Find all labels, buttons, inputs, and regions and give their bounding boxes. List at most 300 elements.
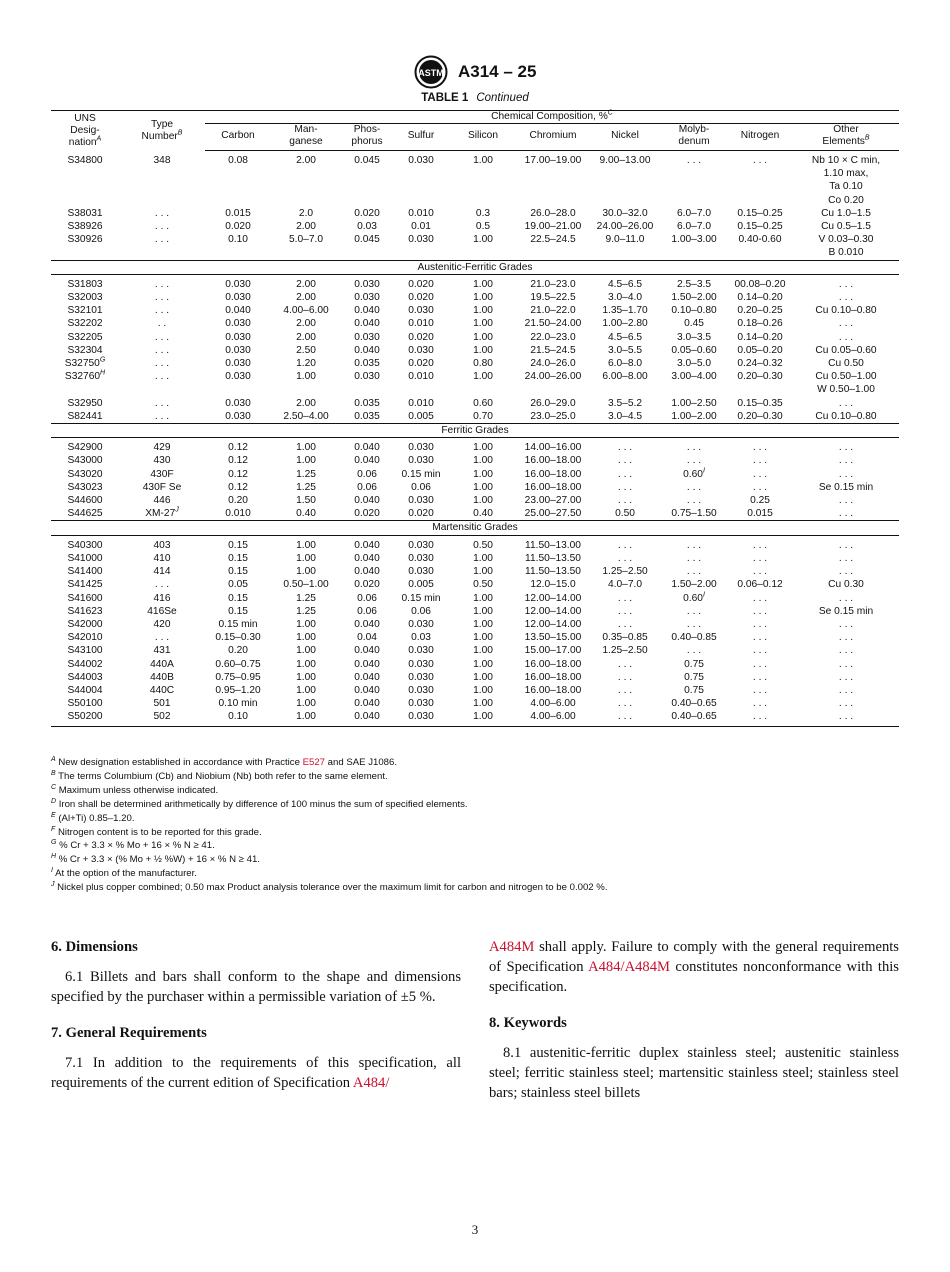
col-chemical-composition: Chemical Composition, %$^C$ <box>205 111 899 124</box>
cell-molybdenum: . . . <box>686 455 702 467</box>
cell-sulfur: 0.010 <box>408 397 434 409</box>
cell-other-elements: . . . <box>838 442 854 454</box>
cell-manganese: 0.50–1.00 <box>283 579 329 591</box>
cell-other-elements: . . . <box>838 397 854 409</box>
cell-nitrogen: 0.15–0.35 <box>737 397 783 409</box>
cell-type-number: . . . <box>154 292 170 304</box>
footnote: $^D$ Iron shall be determined arithmetically by difference of 100 minus the sum of specified elements. <box>51 797 468 810</box>
cell-manganese: 1.00 <box>296 632 316 644</box>
cell-nitrogen: 0.14–0.20 <box>737 331 783 343</box>
cell-other-elements: . . . <box>838 566 854 578</box>
cell-nitrogen: 0.20–0.25 <box>737 305 783 317</box>
table-row <box>51 410 899 424</box>
cell-type-number: . . . <box>154 278 170 290</box>
table-row <box>51 507 899 521</box>
cell-uns: S32101 <box>67 305 103 317</box>
cell-nitrogen: . . . <box>752 468 768 480</box>
cell-phosphorus: 0.040 <box>341 710 393 726</box>
table-row <box>51 357 899 370</box>
cell-sulfur: 0.005 <box>408 579 434 591</box>
cell-nickel: . . . <box>617 442 633 454</box>
cell-carbon: 0.15 min <box>218 618 258 630</box>
footnote: $^H$ % Cr + 3.3 × (% Mo + ½ %W) + 16 × % N ≥ 41. <box>51 853 260 866</box>
cell-molybdenum: . . . <box>686 442 702 454</box>
cell-phosphorus: 0.040 <box>354 539 380 551</box>
cell-other-elements: Se 0.15 min <box>818 605 874 617</box>
footnote: $^J$ Nickel plus copper combined; 0.50 max Product analysis tolerance over the maximum limit for carbon and nitrogen to be 0.002 %. <box>51 880 608 894</box>
table-row <box>51 697 899 710</box>
cell-type-number: 416Se <box>147 605 177 617</box>
cell-silicon: 1.00 <box>449 710 517 726</box>
page-number: 3 <box>471 1222 479 1237</box>
cell-sulfur: 0.030 <box>408 698 434 710</box>
cell-manganese: 1.25 <box>296 481 316 493</box>
cell-type-number: 403 <box>153 539 171 551</box>
cell-nickel: 9.00–13.00 <box>599 155 651 166</box>
cell-manganese: 2.50 <box>296 344 316 356</box>
cell-other-elements: . . . <box>838 632 854 644</box>
cell-molybdenum: . . . <box>686 155 702 166</box>
table-row <box>51 304 899 317</box>
cell-carbon: 0.20 <box>228 495 248 507</box>
cell-nitrogen: . . . <box>752 658 768 670</box>
footnote: $^F$ Nitrogen content is to be reported for this grade. <box>51 825 262 838</box>
table-row <box>51 291 899 304</box>
cell-uns: S50200 <box>51 710 119 726</box>
table-row <box>51 331 899 344</box>
cell-manganese: 2.00 <box>296 278 316 290</box>
cell-uns: S42010 <box>67 632 103 644</box>
cell-sulfur: 0.030 <box>408 442 434 454</box>
cell-phosphorus: 0.040 <box>354 344 380 356</box>
table-row <box>51 631 899 644</box>
cell-type-number: 440C <box>149 684 175 696</box>
cell-uns: S41000 <box>67 552 103 564</box>
cell-silicon: 1.00 <box>473 552 493 564</box>
cell-sulfur: 0.030 <box>408 344 434 356</box>
cell-nickel: 1.25–2.50 <box>602 566 648 578</box>
cell-chromium: 23.00–27.00 <box>524 495 582 507</box>
cell-phosphorus: 0.06 <box>357 592 377 604</box>
cell-carbon: 0.12 <box>228 442 248 454</box>
cell-uns: S32950 <box>67 397 103 409</box>
cell-carbon: 0.030 <box>225 292 251 304</box>
cell-chromium: 22.0–23.0 <box>530 331 576 343</box>
table-label: TABLE 1 <box>421 92 469 104</box>
cell-nickel: . . . <box>617 658 633 670</box>
cell-molybdenum: 0.45 <box>684 318 704 330</box>
cell-molybdenum: 0.75 <box>684 684 704 696</box>
col-nitrogen: Nitrogen <box>727 124 793 151</box>
cell-silicon: 0.60 <box>473 397 493 409</box>
cell-nickel: 4.5–6.5 <box>608 278 642 290</box>
cell-sulfur: 0.030 <box>408 671 434 683</box>
cell-chromium: 16.00–18.00 <box>524 658 582 670</box>
col-type: Type Number$^B$ <box>119 111 205 151</box>
cell-nickel: 24.00–26.00 <box>596 221 654 233</box>
cell-carbon: 0.15 <box>228 605 248 617</box>
cell-silicon: 0.3 <box>475 207 491 219</box>
cell-chromium: 21.50–24.00 <box>524 318 582 330</box>
table-row <box>51 592 899 605</box>
cell-nickel: 3.0–4.5 <box>608 410 642 422</box>
cell-phosphorus: 0.040 <box>354 618 380 630</box>
cell-molybdenum: . . . <box>686 552 702 564</box>
cell-sulfur: 0.020 <box>408 358 434 370</box>
cell-chromium: 21.0–23.0 <box>530 278 576 290</box>
table-row <box>51 438 899 455</box>
cell-molybdenum: 0.40–0.65 <box>661 710 727 726</box>
cell-nitrogen: 0.24–0.32 <box>737 358 783 370</box>
cell-carbon: 0.030 <box>225 397 251 409</box>
cell-silicon: 1.00 <box>473 645 493 657</box>
footnote: $^C$ Maximum unless otherwise indicated. <box>51 783 219 796</box>
cell-manganese: 2.00 <box>296 397 316 409</box>
cell-carbon: 0.015 <box>225 207 251 219</box>
cell-nickel: 1.25–2.50 <box>602 645 648 657</box>
cell-sulfur: 0.010 <box>408 207 434 219</box>
cell-silicon: 1.00 <box>473 442 493 454</box>
cell-phosphorus: 0.040 <box>354 442 380 454</box>
cell-other-elements: . . . <box>838 592 854 604</box>
cell-silicon: 1.00 <box>473 344 493 356</box>
cell-carbon: 0.030 <box>225 344 251 356</box>
group-heading: Austenitic-Ferritic Grades <box>51 260 899 274</box>
cell-other-elements: . . . <box>838 684 854 696</box>
cell-phosphorus: 0.030 <box>354 331 380 343</box>
table-row <box>51 454 899 467</box>
cell-nickel: . . . <box>617 698 633 710</box>
cell-other-elements: . . . <box>838 495 854 507</box>
group-heading: Martensitic Grades <box>51 521 899 535</box>
cell-type-number: 430 <box>153 455 171 467</box>
cell-nickel: . . . <box>617 552 633 564</box>
cell-manganese: 1.00 <box>296 698 316 710</box>
cell-nitrogen: 0.015 <box>747 508 773 520</box>
cell-uns: $S32750^G$ <box>64 356 106 370</box>
cell-chromium: 24.0–26.0 <box>530 358 576 370</box>
cell-type-number: . . . <box>154 410 170 422</box>
cell-nickel: 0.50 <box>615 508 635 520</box>
footnote: $^G$ % Cr + 3.3 × % Mo + 16 × % N ≥ 41. <box>51 839 215 852</box>
cell-silicon: 1.00 <box>473 155 493 166</box>
cell-chromium: 15.00–17.00 <box>524 645 582 657</box>
cell-manganese: 1.25 <box>296 592 316 604</box>
cell-chromium: 11.50–13.00 <box>525 539 581 551</box>
cell-carbon: 0.10 <box>205 710 271 726</box>
cell-nickel: . . . <box>617 495 633 507</box>
cell-uns: S38031 <box>67 207 103 219</box>
cell-carbon: 0.05 <box>228 579 248 591</box>
cell-phosphorus: 0.03 <box>357 221 377 233</box>
col-silicon: Silicon <box>449 124 517 151</box>
cell-other-elements: . . . <box>838 455 854 467</box>
cell-uns: S32205 <box>67 331 103 343</box>
cell-uns: S44004 <box>67 684 103 696</box>
table-row <box>51 658 899 671</box>
cell-other-elements: . . . <box>838 508 854 520</box>
cell-nickel: . . . <box>617 592 633 604</box>
link-e527[interactable]: E527 <box>302 757 325 768</box>
cell-molybdenum: . . . <box>686 645 702 657</box>
cell-molybdenum: . . . <box>686 495 702 507</box>
cell-silicon: 1.00 <box>473 605 493 617</box>
cell-sulfur: 0.030 <box>393 710 449 726</box>
cell-uns: S42900 <box>67 442 103 454</box>
cell-carbon: 0.030 <box>225 358 251 370</box>
cell-silicon: 1.00 <box>473 455 493 467</box>
cell-phosphorus: 0.030 <box>354 371 380 383</box>
cell-other-elements: Cu 0.10–0.80 <box>815 410 877 422</box>
cell-nickel: 4.0–7.0 <box>608 579 642 591</box>
cell-manganese: 1.00 <box>296 658 316 670</box>
cell-sulfur: 0.005 <box>408 410 434 422</box>
cell-carbon: 0.95–1.20 <box>215 684 261 696</box>
cell-phosphorus: 0.040 <box>354 684 380 696</box>
cell-nickel: 6.0–8.0 <box>608 358 642 370</box>
cell-type-number: . . . <box>154 632 170 644</box>
table-row <box>51 618 899 631</box>
cell-nickel: 30.0–32.0 <box>602 207 648 219</box>
cell-sulfur: 0.030 <box>408 455 434 467</box>
cell-nitrogen: . . . <box>752 698 768 710</box>
left-column <box>51 937 461 1093</box>
cell-uns: S44003 <box>67 671 103 683</box>
col-uns: UNS Desig- nation$^A$ <box>51 111 119 151</box>
col-carbon: Carbon <box>205 124 271 151</box>
cell-nickel: . . . <box>617 671 633 683</box>
cell-other-elements: . . . <box>838 292 854 304</box>
cell-carbon: 0.15–0.30 <box>215 632 261 644</box>
cell-type-number: . . . <box>154 331 170 343</box>
cell-carbon: 0.040 <box>225 305 251 317</box>
cell-type-number: 348 <box>153 154 171 166</box>
cell-chromium: 19.00–21.00 <box>524 221 582 233</box>
cell-silicon: 1.00 <box>473 658 493 670</box>
cell-sulfur: 0.030 <box>408 234 434 246</box>
cell-carbon: 0.030 <box>225 410 251 422</box>
cell-nitrogen: . . . <box>752 618 768 630</box>
cell-other-elements: Cu 0.50–1.00 W 0.50–1.00 <box>815 371 877 396</box>
cell-type-number: . . . <box>154 221 170 233</box>
cell-molybdenum: 3.0–5.0 <box>677 358 711 370</box>
cell-other-elements: V 0.03–0.30 B 0.010 <box>818 234 874 259</box>
cell-nickel: . . . <box>617 468 633 480</box>
table-row <box>51 274 899 291</box>
cell-chromium: 13.50–15.00 <box>524 632 582 644</box>
cell-manganese: 0.40 <box>296 508 316 520</box>
cell-molybdenum: 3.00–4.00 <box>671 371 717 383</box>
table-row <box>51 578 899 591</box>
cell-uns: S40300 <box>67 539 103 551</box>
cell-other-elements: Cu 0.5–1.5 <box>821 221 871 233</box>
cell-uns: S32003 <box>67 292 103 304</box>
cell-manganese: 2.00 <box>296 318 316 330</box>
cell-uns: S32304 <box>67 344 103 356</box>
table-row <box>51 552 899 565</box>
cell-chromium: 11.50–13.50 <box>525 552 581 564</box>
cell-chromium: 26.0–29.0 <box>530 397 576 409</box>
cell-chromium: 16.00–18.00 <box>524 455 582 467</box>
cell-sulfur: 0.030 <box>408 618 434 630</box>
cell-sulfur: 0.15 min <box>401 468 441 480</box>
cell-manganese: 2.0 <box>298 207 314 219</box>
cell-silicon: 0.80 <box>473 358 493 370</box>
cell-molybdenum: 6.0–7.0 <box>677 207 711 219</box>
cell-manganese: 4.00–6.00 <box>283 305 329 317</box>
cell-chromium: 22.5–24.5 <box>530 234 576 246</box>
cell-nickel: . . . <box>617 539 633 551</box>
col-molybdenum: Molyb- denum <box>661 124 727 151</box>
cell-molybdenum: . . . <box>686 539 702 551</box>
cell-sulfur: 0.020 <box>408 292 434 304</box>
cell-silicon: 1.00 <box>473 698 493 710</box>
cell-molybdenum: 2.5–3.5 <box>677 278 711 290</box>
table-row <box>51 494 899 507</box>
cell-phosphorus: 0.035 <box>354 358 380 370</box>
cell-chromium: 21.5–24.5 <box>530 344 576 356</box>
cell-uns: S32202 <box>67 318 103 330</box>
cell-sulfur: 0.03 <box>411 632 431 644</box>
cell-type-number: . . . <box>154 207 170 219</box>
header-row-1 <box>51 111 899 124</box>
cell-nitrogen: . . . <box>752 671 768 683</box>
cell-nitrogen: . . . <box>752 455 768 467</box>
cell-chromium: 12.00–14.00 <box>524 592 582 604</box>
cell-silicon: 1.00 <box>473 278 493 290</box>
table-continued: Continued <box>476 92 529 104</box>
cell-type-number: . . <box>157 318 167 330</box>
cell-nitrogen: . . . <box>752 155 768 166</box>
link-a484m[interactable]: A484M <box>489 939 535 955</box>
link-a484[interactable]: A484/ <box>352 1075 390 1091</box>
cell-silicon: 0.50 <box>473 539 493 551</box>
cell-other-elements: . . . <box>838 658 854 670</box>
cell-sulfur: 0.020 <box>408 278 434 290</box>
cell-uns: S41623 <box>67 605 103 617</box>
cell-other-elements: . . . <box>838 618 854 630</box>
cell-molybdenum: 6.0–7.0 <box>677 221 711 233</box>
cell-manganese: 1.20 <box>296 358 316 370</box>
cell-chromium: 24.00–26.00 <box>524 371 582 383</box>
cell-other-elements: . . . <box>838 645 854 657</box>
cell-silicon: 1.00 <box>473 305 493 317</box>
cell-carbon: 0.030 <box>225 278 251 290</box>
section-text-keywords: 8.1 austenitic-ferritic duplex stainless steel; austenitic stainless steel; ferritic stainless steel; martensitic stainless steel; stainless steel bars; stainless steel billets <box>489 1045 899 1101</box>
table-row <box>51 671 899 684</box>
cell-chromium: 16.00–18.00 <box>524 468 582 480</box>
table-row <box>51 535 899 552</box>
cell-molybdenum: . . . <box>686 481 702 493</box>
table-row <box>51 220 899 233</box>
col-chromium: Chromium <box>517 124 589 151</box>
cell-type-number: 440A <box>150 658 174 670</box>
cell-phosphorus: 0.045 <box>354 234 380 246</box>
cell-carbon: 0.12 <box>228 455 248 467</box>
cell-phosphorus: 0.040 <box>354 552 380 564</box>
cell-nitrogen: . . . <box>752 481 768 493</box>
cell-other-elements: . . . <box>838 278 854 290</box>
cell-carbon: 0.030 <box>225 371 251 383</box>
cell-manganese: 1.50 <box>296 495 316 507</box>
cell-type-number: 420 <box>153 618 171 630</box>
table-row <box>51 644 899 657</box>
cell-uns: S42000 <box>67 618 103 630</box>
cell-silicon: 1.00 <box>473 481 493 493</box>
cell-molybdenum: 1.50–2.00 <box>671 292 717 304</box>
cell-uns: S44002 <box>67 658 103 670</box>
table-row <box>51 151 899 207</box>
table-row <box>51 207 899 220</box>
link-a484-a484m[interactable]: A484/A484M <box>588 959 670 975</box>
cell-silicon: 1.00 <box>473 592 493 604</box>
cell-phosphorus: 0.04 <box>357 632 377 644</box>
cell-uns: S50100 <box>67 698 103 710</box>
cell-phosphorus: 0.040 <box>354 671 380 683</box>
cell-carbon: 0.15 <box>228 552 248 564</box>
cell-molybdenum: $0.60^I$ <box>683 591 705 604</box>
cell-phosphorus: 0.030 <box>354 292 380 304</box>
cell-molybdenum: 1.50–2.00 <box>671 579 717 591</box>
table-row <box>51 317 899 330</box>
cell-carbon: 0.12 <box>228 468 248 480</box>
cell-other-elements: Cu 0.50 <box>828 358 864 370</box>
cell-type-number: 501 <box>153 698 171 710</box>
cell-chromium: 26.0–28.0 <box>530 207 576 219</box>
cell-phosphorus: 0.040 <box>354 566 380 578</box>
cell-nitrogen: . . . <box>752 632 768 644</box>
cell-carbon: 0.12 <box>228 481 248 493</box>
table-row <box>51 565 899 578</box>
cell-nitrogen: . . . <box>752 442 768 454</box>
cell-molybdenum: 1.00–2.00 <box>671 410 717 422</box>
cell-uns: S30926 <box>67 234 103 246</box>
cell-chromium: 4.00–6.00 <box>517 710 589 726</box>
col-manganese: Man- ganese <box>271 124 341 151</box>
cell-chromium: 25.00–27.50 <box>524 508 582 520</box>
section-text-dimensions: 6.1 Billets and bars shall conform to the shape and dimensions specified by the purchaser within a permissible variation of ±5 %. <box>51 969 461 1005</box>
cell-silicon: 0.70 <box>473 410 493 422</box>
cell-type-number: 410 <box>153 552 171 564</box>
cell-silicon: 1.00 <box>473 671 493 683</box>
cell-phosphorus: 0.040 <box>354 318 380 330</box>
cell-sulfur: 0.020 <box>408 331 434 343</box>
col-sulfur: Sulfur <box>393 124 449 151</box>
cell-carbon: 0.20 <box>228 645 248 657</box>
composition-table <box>51 110 899 727</box>
cell-type-number: 440B <box>150 671 174 683</box>
cell-manganese: 1.00 <box>296 455 316 467</box>
footnote: $^E$ (Al+Ti) 0.85–1.20. <box>51 811 135 824</box>
cell-nitrogen: 0.20–0.30 <box>737 410 783 422</box>
col-other-elements: Other Elements$^B$ <box>793 124 899 151</box>
cell-manganese: 1.00 <box>296 618 316 630</box>
cell-silicon: 1.00 <box>473 618 493 630</box>
cell-carbon: 0.10 <box>228 234 248 246</box>
group-heading-row <box>51 260 899 274</box>
cell-other-elements: Cu 0.10–0.80 <box>815 305 877 317</box>
cell-type-number: 430F Se <box>142 481 182 493</box>
cell-nickel: . . . <box>617 605 633 617</box>
cell-sulfur: 0.010 <box>408 318 434 330</box>
cell-carbon: 0.15 <box>228 539 248 551</box>
cell-carbon: 0.75–0.95 <box>215 671 261 683</box>
cell-other-elements: Cu 0.05–0.60 <box>815 344 877 356</box>
section-text-general: 7.1 In addition to the requirements of this specification, all requirements of the current edition of Specification A484/ <box>51 1055 461 1091</box>
cell-uns: S43023 <box>67 481 103 493</box>
cell-carbon: 0.030 <box>225 331 251 343</box>
cell-silicon: 0.5 <box>475 221 491 233</box>
